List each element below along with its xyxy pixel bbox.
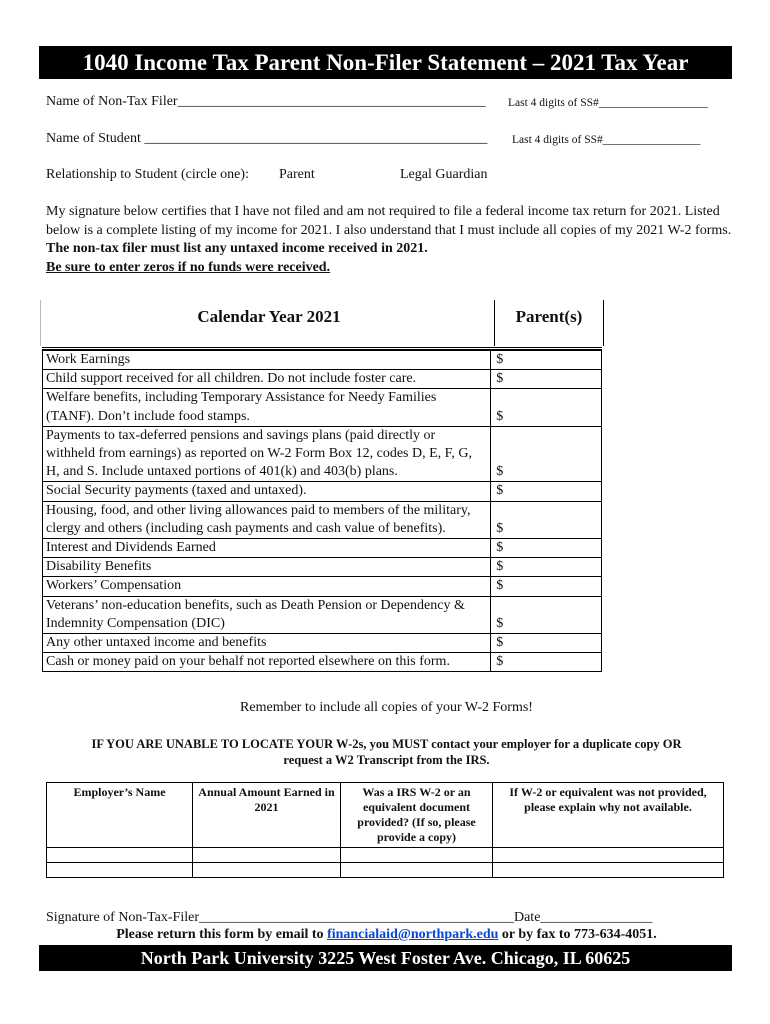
income-row: [43, 577, 602, 596]
w2-provided-cell[interactable]: [341, 863, 493, 878]
annual-amount-header: Annual Amount Earned in 2021: [193, 783, 341, 848]
income-row-label: Housing, food, and other living allowances paid to members of the military, clergy and others (including cash payments and cash value of benefits).: [43, 501, 491, 538]
signature-row[interactable]: [46, 910, 652, 926]
employer-row[interactable]: [47, 848, 724, 863]
income-amount-field[interactable]: $: [491, 426, 602, 482]
income-row-label: Workers’ Compensation: [43, 577, 491, 596]
income-amount-field[interactable]: $: [491, 539, 602, 558]
w2-warning: [40, 736, 733, 768]
certification-block: [46, 203, 736, 277]
income-row-label: Work Earnings: [43, 351, 491, 370]
annual-amount-cell[interactable]: [193, 863, 341, 878]
date-label: Date: [513, 910, 541, 925]
income-row: [43, 482, 602, 501]
income-row-label: Disability Benefits: [43, 558, 491, 577]
form-title: 1040 Income Tax Parent Non-Filer Statement – 2021 Tax Year: [39, 46, 732, 79]
zeros-instruction: Be sure to enter zeros if no funds were received.: [46, 259, 331, 275]
income-row: [43, 501, 602, 538]
w2-warning-line-1: IF YOU ARE UNABLE TO LOCATE YOUR W-2s, you MUST contact your employer for a duplicate copy OR: [91, 737, 682, 751]
income-row-label: Social Security payments (taxed and untaxed).: [43, 482, 491, 501]
w2-provided-header: Was a IRS W-2 or an equivalent document provided? (If so, please provide a copy): [341, 783, 493, 848]
email-link[interactable]: financialaid@northpark.edu: [327, 927, 499, 942]
income-row-label: Child support received for all children. Do not include foster care.: [43, 370, 491, 389]
income-amount-field[interactable]: $: [491, 370, 602, 389]
w2-reminder: Remember to include all copies of your W-2 Forms!: [240, 700, 533, 715]
income-amount-field[interactable]: $: [491, 558, 602, 577]
return-instructions: [40, 927, 733, 943]
signature-label: Signature of Non-Tax-Filer: [46, 910, 199, 925]
income-row-label: Veterans’ non-education benefits, such as Death Pension or Dependency & Indemnity Compensation (DIC): [43, 596, 491, 633]
income-row: [43, 558, 602, 577]
employer-name-cell[interactable]: [47, 863, 193, 878]
footer-address: North Park University 3225 West Foster Ave. Chicago, IL 60625: [39, 945, 732, 971]
student-name-label: Name of Student: [46, 131, 141, 146]
relationship-label: Relationship to Student (circle one):: [46, 167, 249, 182]
return-suffix: or by fax to 773-634-4051.: [501, 927, 657, 942]
employer-name-header: Employer’s Name: [47, 783, 193, 848]
nonfiler-ssn-field[interactable]: Last 4 digits of SS#___________________: [508, 97, 708, 109]
income-row: [43, 634, 602, 653]
income-row-label: Payments to tax-deferred pensions and savings plans (paid directly or withheld from earnings) as reported on W-2 Form Box 12, codes D, E, F, G, H, and S. Include untaxed portions of 401(k) and 403(b) plans.: [43, 426, 491, 482]
untaxed-income-instruction: The non-tax filer must list any untaxed income received in 2021.: [46, 241, 428, 256]
student-name-line[interactable]: _________________________________________________: [144, 131, 488, 146]
employer-table: [46, 782, 724, 878]
relationship-option-parent[interactable]: Parent: [279, 167, 315, 182]
income-amount-field[interactable]: $: [491, 389, 602, 426]
w2-explain-cell[interactable]: [493, 863, 724, 878]
income-row-label: Cash or money paid on your behalf not reported elsewhere on this form.: [43, 653, 491, 672]
calendar-year-header: Calendar Year 2021: [40, 300, 497, 346]
income-amount-field[interactable]: $: [491, 482, 602, 501]
income-amount-field[interactable]: $: [491, 596, 602, 633]
nonfiler-name-row[interactable]: [46, 94, 486, 110]
income-row: [43, 389, 602, 426]
date-line[interactable]: ________________: [540, 910, 653, 925]
w2-warning-line-2: request a W2 Transcript from the IRS.: [283, 753, 490, 767]
income-row-label: Interest and Dividends Earned: [43, 539, 491, 558]
income-amount-field[interactable]: $: [491, 351, 602, 370]
relationship-option-guardian[interactable]: Legal Guardian: [400, 167, 488, 182]
income-amount-field[interactable]: $: [491, 653, 602, 672]
student-name-row[interactable]: [46, 131, 487, 147]
income-amount-field[interactable]: $: [491, 577, 602, 596]
employer-row[interactable]: [47, 863, 724, 878]
certification-text: My signature below certifies that I have not filed and am not required to file a federal income tax return for 2021. Listed below is a complete listing of my income for 2021. I also understand that I must include all copies of my 2021 W-2 forms.: [46, 204, 732, 238]
w2-provided-cell[interactable]: [341, 848, 493, 863]
w2-explain-header: If W-2 or equivalent was not provided, please explain why not available.: [493, 783, 724, 848]
income-row: [43, 370, 602, 389]
income-row: [43, 596, 602, 633]
income-row-label: Welfare benefits, including Temporary Assistance for Needy Families (TANF). Don’t include food stamps.: [43, 389, 491, 426]
nonfiler-name-label: Name of Non-Tax Filer: [46, 94, 178, 109]
parents-header: Parent(s): [494, 300, 604, 346]
nonfiler-name-line[interactable]: ____________________________________________: [177, 94, 486, 109]
income-table: [42, 347, 602, 672]
employer-name-cell[interactable]: [47, 848, 193, 863]
student-ssn-field[interactable]: Last 4 digits of SS#_________________: [512, 134, 701, 146]
income-amount-field[interactable]: $: [491, 634, 602, 653]
income-row: [43, 539, 602, 558]
signature-line[interactable]: _____________________________________________: [198, 910, 514, 925]
income-row: [43, 426, 602, 482]
income-row-label: Any other untaxed income and benefits: [43, 634, 491, 653]
return-prefix: Please return this form by email to: [116, 927, 324, 942]
income-amount-field[interactable]: $: [491, 501, 602, 538]
income-row: [43, 351, 602, 370]
w2-explain-cell[interactable]: [493, 848, 724, 863]
annual-amount-cell[interactable]: [193, 848, 341, 863]
income-row: [43, 653, 602, 672]
